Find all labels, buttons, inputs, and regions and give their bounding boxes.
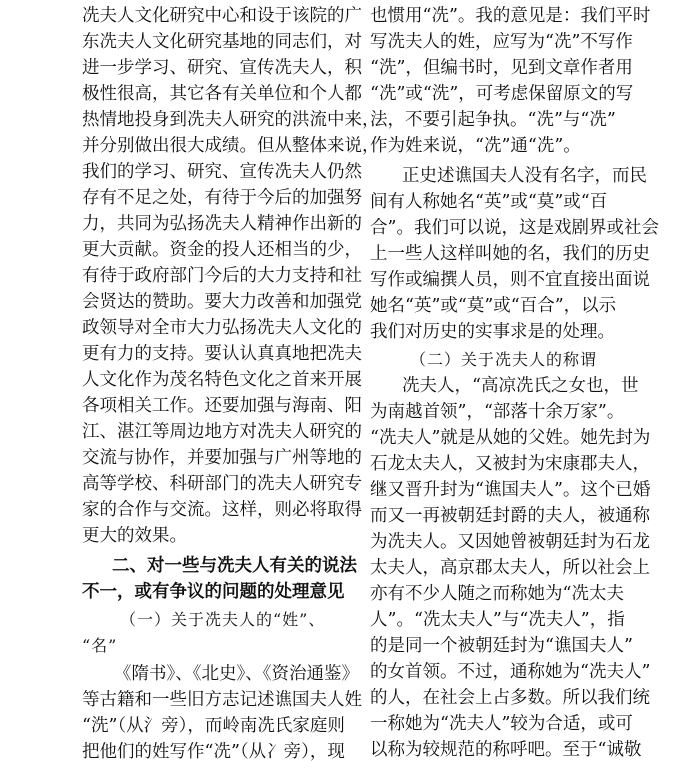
text-line: 把他们的姓写作“冼”（从冫旁），现 [82,742,345,762]
text-line: 继又晋升封为“谯国夫人”。这个已婚 [370,480,651,500]
text-line: 以称为较规范的称呼吧。至于“诚敬 [370,740,642,760]
text-line: 一称她为“冼夫人”较为合适，或可 [370,714,633,734]
text-line: “冼”或“洗”，可考虑保留原文的写 [370,84,634,104]
text-line: 为南越首领”，“部落十余万家”。 [370,402,625,422]
text-line: 正史述谯国夫人没有名字，而民 [402,166,647,186]
subsection-heading: （一）关于冼夫人的“姓”、 [120,610,326,629]
text-line: 家的合作与交流。这样，则必将取得 [82,500,362,520]
text-line: 而又一再被朝廷封爵的夫人，被通称 [370,506,650,526]
text-line: 写冼夫人的姓，应写为“冼”不写作 [370,32,633,52]
text-line: 存有不足之处，有待于今后的加强努 [82,188,362,208]
text-line: 东冼夫人文化研究基地的同志们，对 [82,32,362,52]
text-line: “洗”，但编书时，见到文章作者用 [370,58,633,78]
text-line: 人”。“冼太夫人”与“冼夫人”，指 [370,610,625,630]
text-line: 亦有不少人随之而称她为“冼太夫 [370,584,624,604]
text-line: 上一些人这样叫她的名，我们的历史 [370,244,650,264]
text-line: 她名“英”或“莫”或“百合”，以示 [370,296,617,316]
text-line: 有待于政府部门今后的大力支持和社 [82,266,362,286]
text-line: 并分别做出很大成绩。但从整体来说， [82,136,380,156]
section-heading: 二、对一些与冼夫人有关的说法 [112,556,357,576]
text-line: “洗”（从氵旁），而岭南冼氏家庭则 [82,716,345,736]
text-line: 的女首领。不过，通称她为“冼夫人” [370,662,651,682]
text-line: “冼夫人”就是从她的父姓。她先封为 [370,428,651,448]
text-line: 更大贡献。资金的投人还相当的少， [82,240,362,260]
text-line: 也惯用“冼”。我的意见是：我们平时 [370,6,651,26]
subsection-heading-continued: “名” [82,636,118,655]
text-line: 会贤达的赞助。要大力改善和加强党 [82,292,362,312]
text-line: 高等学校、科研部门的冼夫人研究专 [82,474,362,494]
text-line: 法，不要引起争执。“冼”与“冼” [370,110,616,130]
text-line: 等古籍和一些旧方志记述谯国夫人姓 [82,690,362,710]
text-line: 《隋书》、《北史》、《资治通鉴》 [114,664,359,684]
text-line: 石龙太夫人，又被封为宋康郡夫人， [370,454,650,474]
text-line: 人文化作为茂名特色文化之首来开展 [82,370,362,390]
text-line: 太夫人，高京郡太夫人，所以社会上 [370,558,650,578]
text-line: 的是同一个被朝廷封为“谯国夫人” [370,636,633,656]
text-line: 力，共同为弘扬冼夫人精神作出新的 [82,214,362,234]
text-line: 合”。我们可以说，这是戏剧界或社会 [370,218,659,238]
text-line: 极性很高，其它各有关单位和个人都 [82,84,362,104]
text-line: 写作或编撰人员，则不宜直接出面说 [370,270,650,290]
text-line: 作为姓来说，“冼”通“冼”。 [370,136,581,156]
section-heading-continued: 不一，或有争议的问题的处理意见 [82,582,345,602]
text-line: 交流与协作，并要加强与广州等地的 [82,448,362,468]
text-line: 更有力的支持。要认认真真地把冼夫 [82,344,362,364]
subsection-heading: （二）关于冼夫人的称谓 [410,350,598,369]
text-line: 冼夫人文化研究中心和设于该院的广 [82,6,362,26]
text-line: 热情地投身到冼夫人研究的洪流中来， [82,110,380,130]
text-line: 为冼夫人。又因她曾被朝廷封为石龙 [370,532,650,552]
text-line: 的人，在社会上占多数。所以我们统 [370,688,650,708]
text-line: 政领导对全市大力弘扬冼夫人文化的 [82,318,362,338]
text-line: 冼夫人，“高凉冼氏之女也，世 [402,376,639,396]
text-line: 间有人称她名“英”或“莫”或“百 [370,192,608,212]
text-line: 我们对历史的实事求是的处理。 [370,322,615,342]
text-line: 我们的学习、研究、宣传冼夫人仍然 [82,162,362,182]
text-line: 江、湛江等周边地方对冼夫人研究的 [82,422,362,442]
text-line: 进一步学习、研究、宣传冼夫人，积 [82,58,362,78]
text-line: 各项相关工作。还要加强与海南、阳 [82,396,362,416]
text-line: 更大的效果。 [82,526,187,546]
